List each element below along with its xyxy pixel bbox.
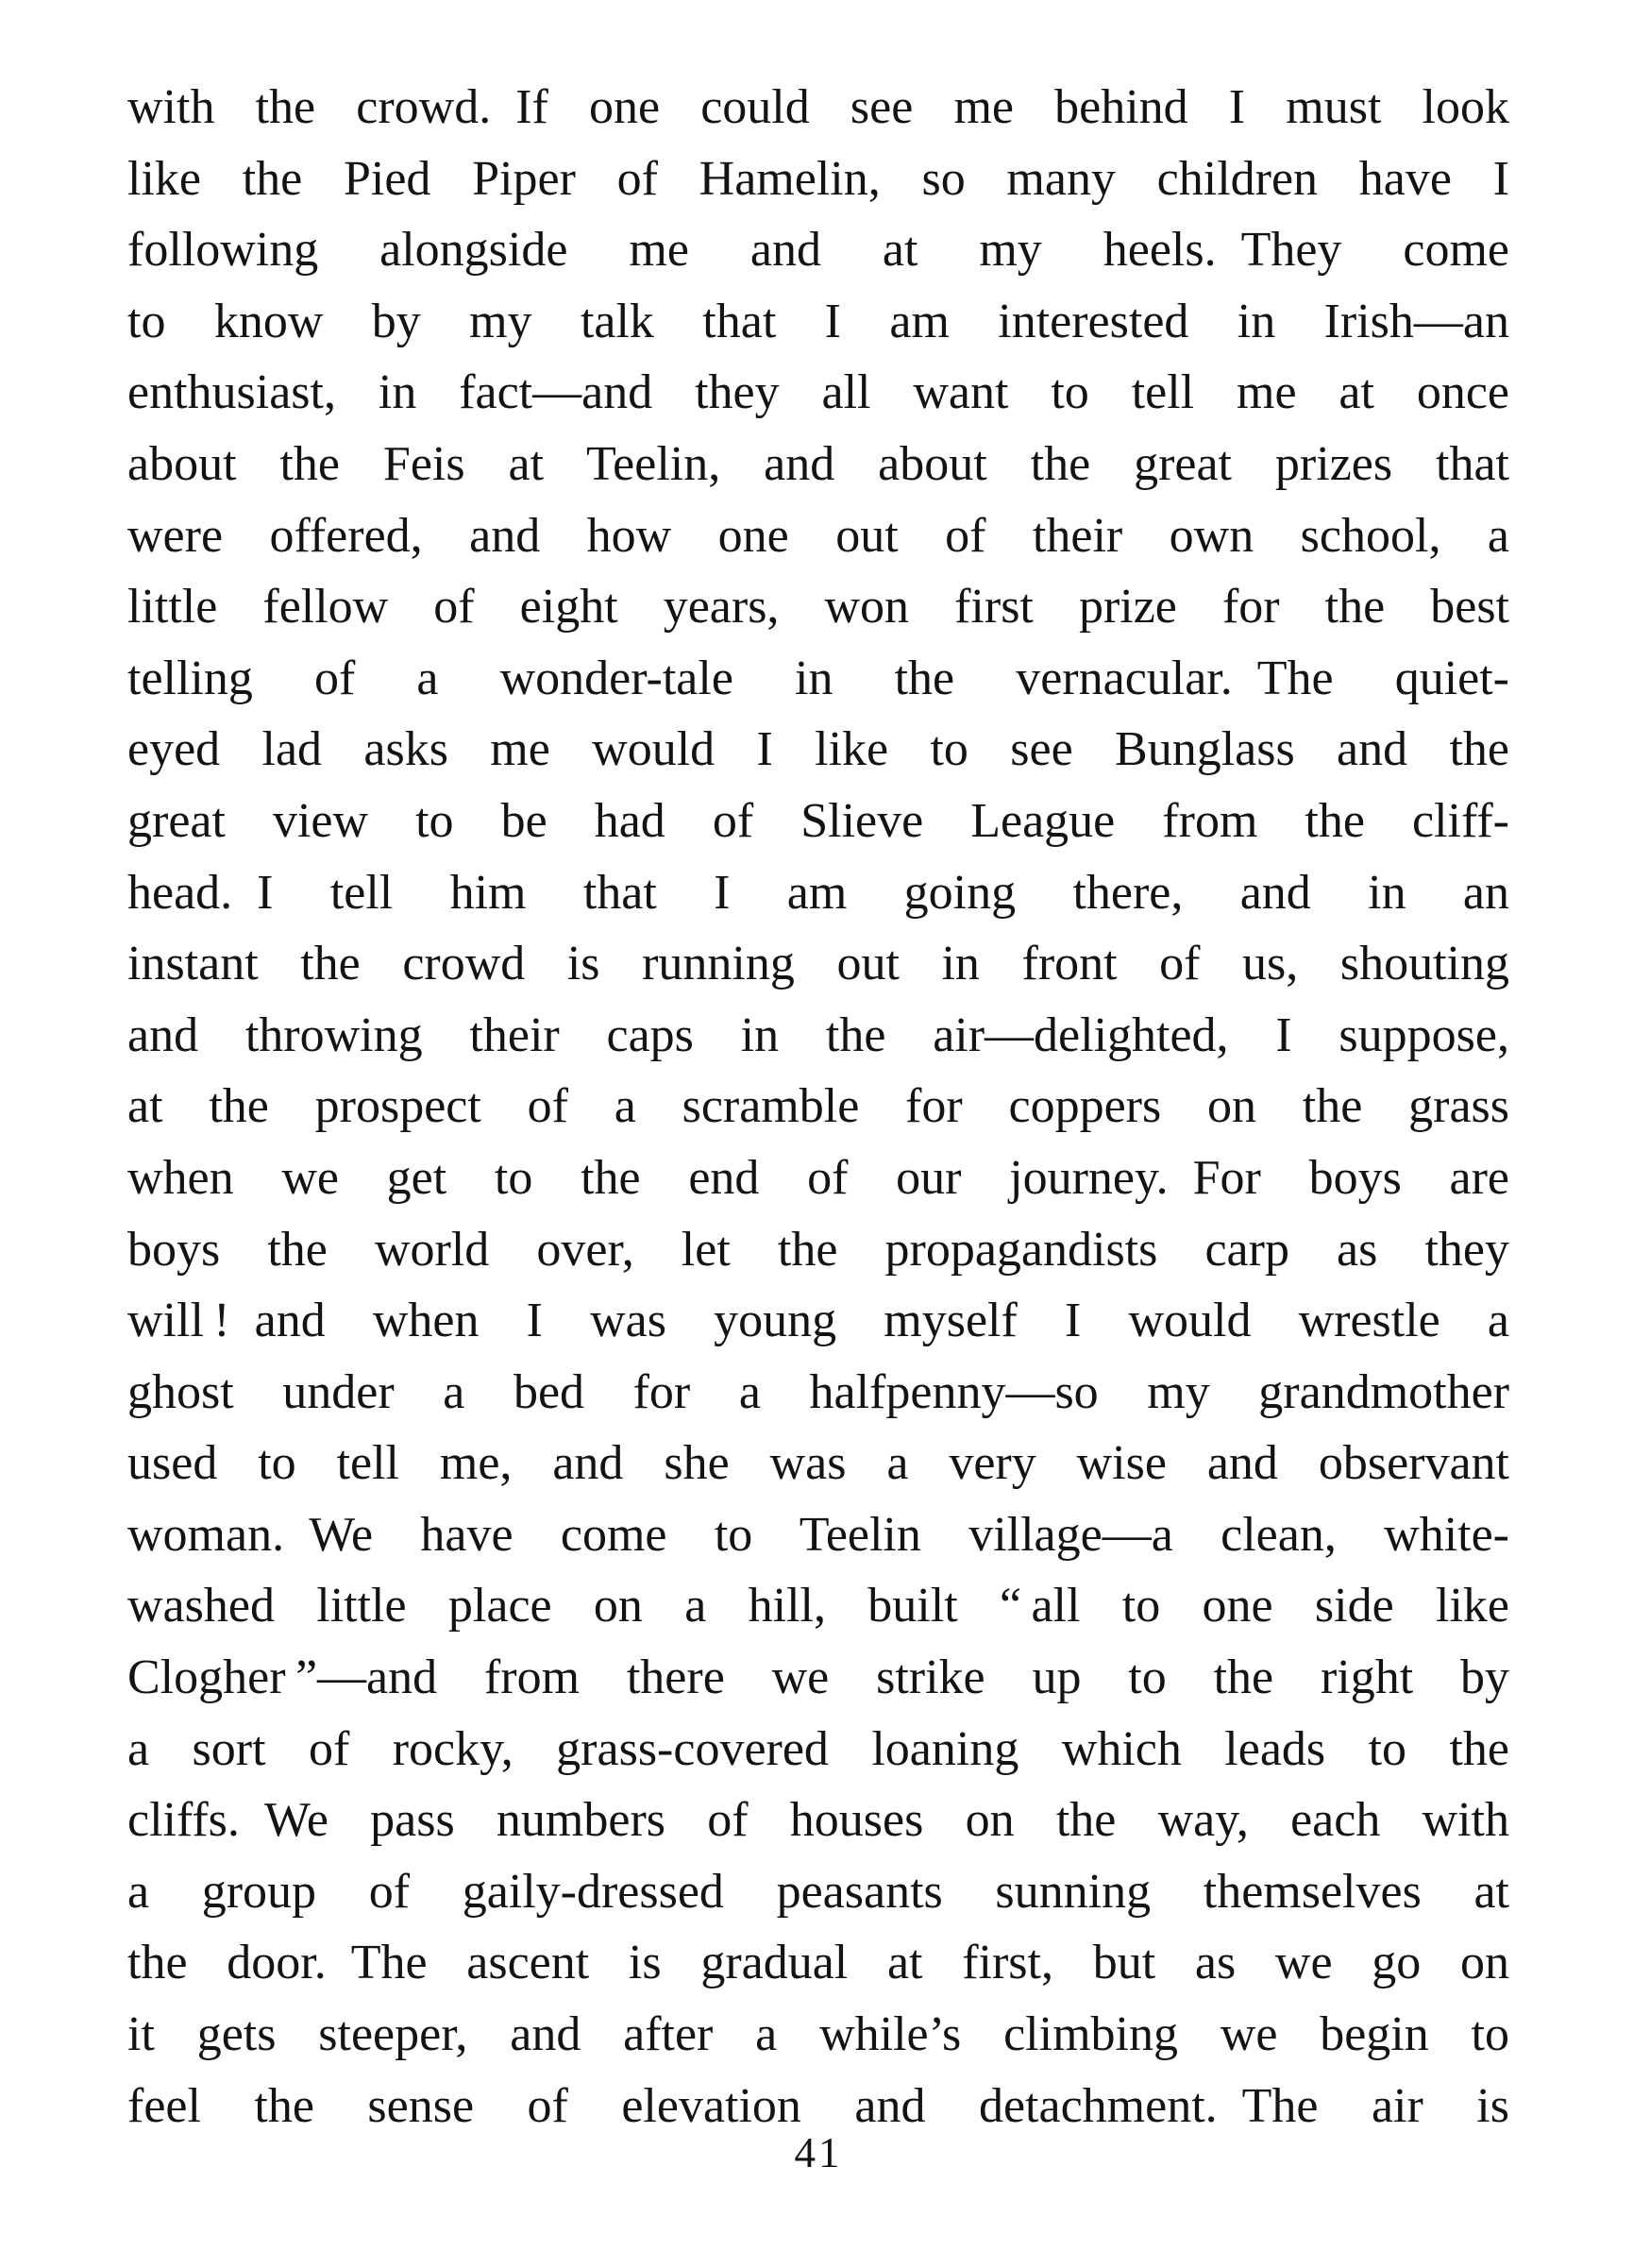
text-line: eyed lad asks me would I like to see Bunglass and the	[127, 722, 1509, 777]
text-line: woman. We have come to Teelin village—a clean, white-	[127, 1507, 1509, 1562]
text-line: about the Feis at Teelin, and about the great prizes that	[127, 436, 1509, 491]
text-line: with the crowd. If one could see me behind I must look	[127, 80, 1509, 134]
text-line: will ! and when I was young myself I would wrestle a	[127, 1294, 1509, 1348]
text-line: were offered, and how one out of their own school, a	[127, 508, 1509, 563]
text-line: ghost under a bed for a halfpenny—so my grandmother	[127, 1364, 1509, 1419]
text-block	[127, 72, 1509, 2141]
text-line: and throwing their caps in the air—delighted, I suppose,	[127, 1007, 1509, 1062]
text-line: head. I tell him that I am going there, and in an	[127, 865, 1509, 920]
text-line: boys the world over, let the propagandists carp as they	[127, 1222, 1509, 1277]
text-line: little fellow of eight years, won first prize for the best	[127, 580, 1509, 635]
text-line: used to tell me, and she was a very wise and observant	[127, 1436, 1509, 1491]
text-line: when we get to the end of our journey. For boys are	[127, 1150, 1509, 1205]
page-number: 41	[794, 2129, 843, 2176]
text-line: like the Pied Piper of Hamelin, so many children have I	[127, 151, 1509, 206]
text-line: Clogher ”—and from there we strike up to the right by	[127, 1650, 1509, 1705]
text-line: enthusiast, in fact—and they all want to tell me at once	[127, 365, 1509, 420]
text-line: a group of gaily-dressed peasants sunning themselves at	[127, 1864, 1509, 1919]
text-line: the door. The ascent is gradual at first, but as we go on	[127, 1936, 1509, 1990]
text-line: instant the crowd is running out in front of us, shouting	[127, 937, 1509, 991]
text-line: feel the sense of elevation and detachment. The air is	[127, 2078, 1509, 2133]
text-line: it gets steeper, and after a while’s climbing we begin to	[127, 2007, 1509, 2062]
text-line: following alongside me and at my heels. They come	[127, 223, 1509, 278]
text-line: great view to be had of Slieve League from the cliff-	[127, 793, 1509, 848]
text-line: at the prospect of a scramble for coppers on the grass	[127, 1079, 1509, 1134]
text-line: telling of a wonder-tale in the vernacular. The quiet-	[127, 651, 1509, 705]
text-line: washed little place on a hill, built “ all to one side like	[127, 1579, 1509, 1633]
text-line: a sort of rocky, grass-covered loaning which leads to the	[127, 1721, 1509, 1776]
text-line: cliffs. We pass numbers of houses on the way, each with	[127, 1793, 1509, 1848]
text-line: to know by my talk that I am interested in Irish—an	[127, 294, 1509, 348]
